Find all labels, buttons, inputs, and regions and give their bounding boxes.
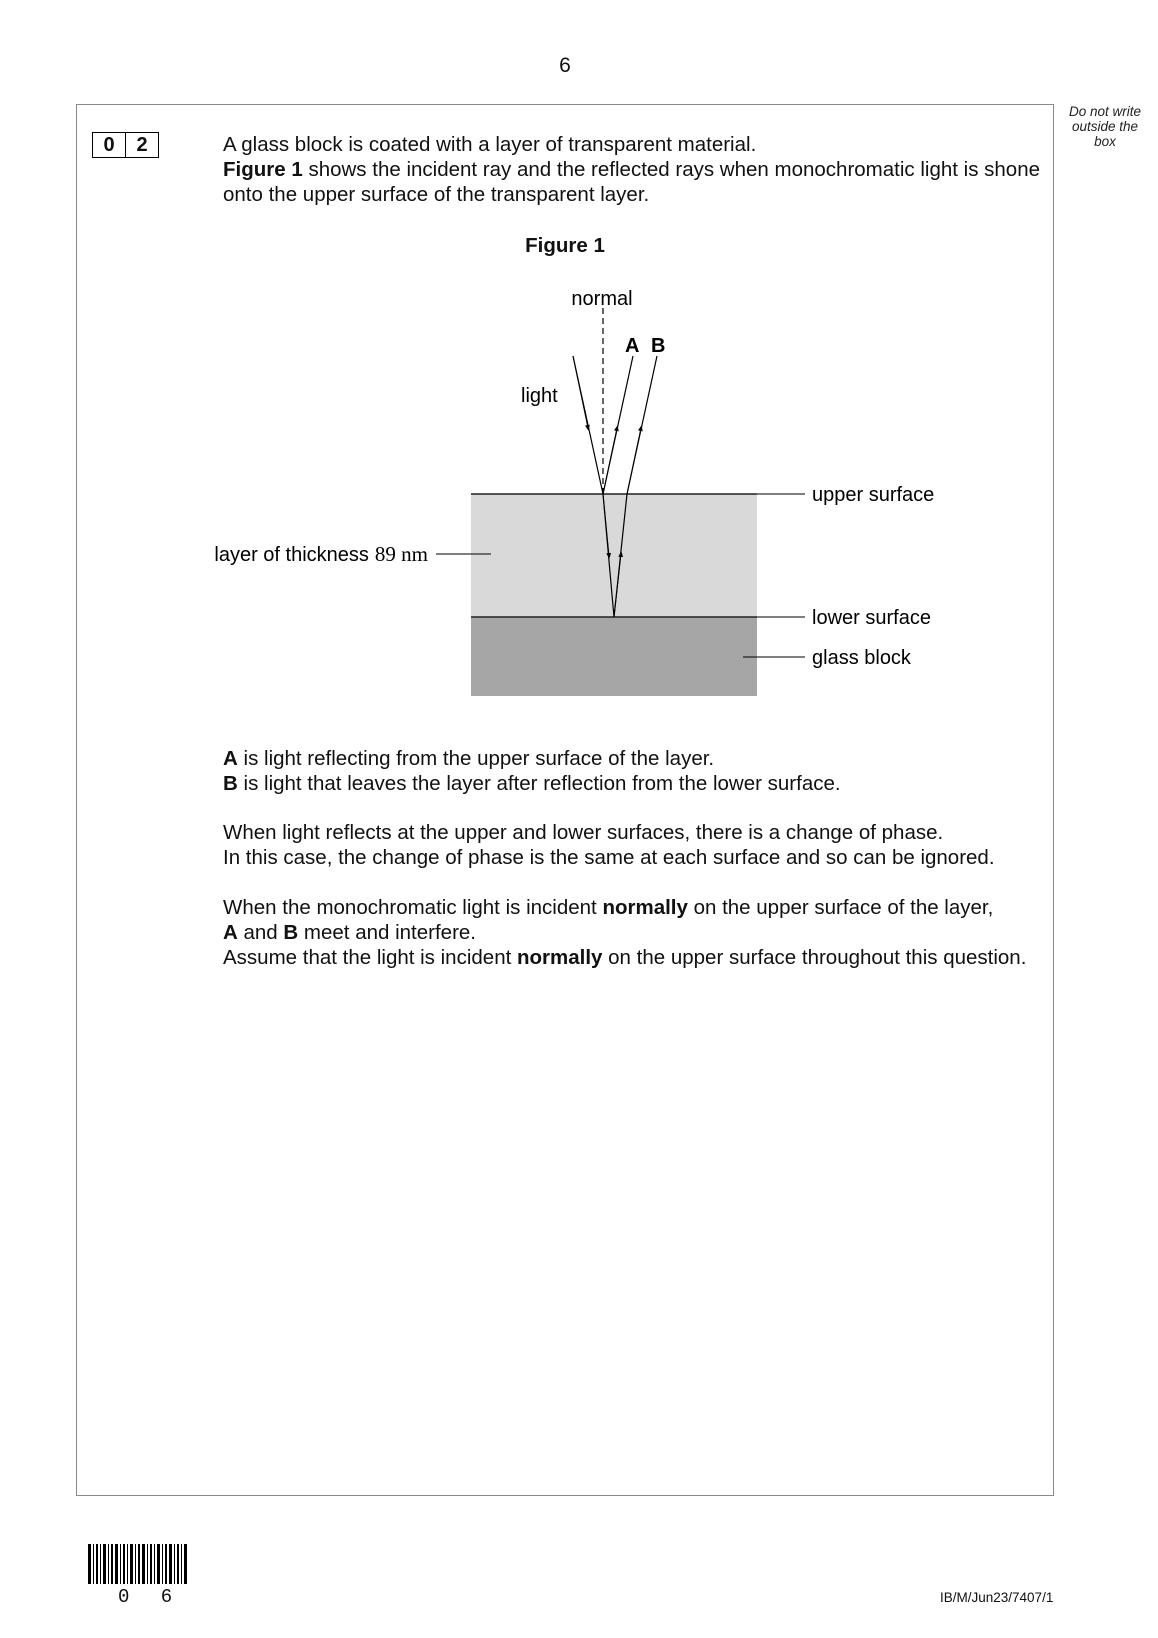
label-glass-block: glass block xyxy=(812,647,911,669)
margin-note: Do not write outside the box xyxy=(1068,104,1142,149)
ni-bold-a: A xyxy=(223,921,238,944)
def-b-label: B xyxy=(223,772,238,795)
ni-text-3: and xyxy=(237,921,284,944)
label-normal: normal xyxy=(571,288,633,310)
ni-bold-b: B xyxy=(283,921,299,944)
phase-line1: When light reflects at the upper and lower surfaces, there is a change of phase. xyxy=(223,821,944,844)
label-a: A xyxy=(625,335,640,357)
label-layer-thickness: layer of thickness 89 nm xyxy=(214,542,428,566)
label-upper-surface: upper surface xyxy=(812,484,935,506)
ni-text-4: meet and interfere. xyxy=(298,921,476,944)
def-a-text: is light reflecting from the upper surface of the layer. xyxy=(237,747,715,770)
ni-text-1: When the monochromatic light is incident xyxy=(223,896,603,919)
def-a-label: A xyxy=(223,747,238,770)
ni-text-5: Assume that the light is incident xyxy=(223,946,517,969)
phase-paragraph xyxy=(223,820,1053,870)
ni-bold-normally-2: normally xyxy=(517,946,603,969)
ni-bold-normally-1: normally xyxy=(602,896,688,919)
label-light: light xyxy=(521,385,558,407)
phase-line2: In this case, the change of phase is the same at each surface and so can be ignored. xyxy=(223,846,995,869)
normal-incidence-line3 xyxy=(223,945,1053,970)
question-digit-2: 2 xyxy=(125,133,158,157)
intro-line2-text: shows the incident ray and the reflected rays when monochromatic light is shone onto the upper surface of the transparent layer. xyxy=(223,158,1040,206)
ray-a-arrow xyxy=(603,428,617,494)
def-a xyxy=(223,746,1053,771)
figure-title: Figure 1 xyxy=(525,234,605,257)
ni-text-6: on the upper surface throughout this question. xyxy=(602,946,1027,969)
page-number: 6 xyxy=(559,54,571,77)
barcode-number: 0 6 xyxy=(118,1586,183,1608)
barcode xyxy=(88,1544,198,1584)
transparent-layer xyxy=(471,494,757,617)
def-b-text: is light that leaves the layer after reflection from the lower surface. xyxy=(237,772,841,795)
figure-ref: Figure 1 xyxy=(223,158,303,181)
normal-incidence-line1 xyxy=(223,895,1053,920)
def-b xyxy=(223,771,1053,796)
question-digit-1: 0 xyxy=(103,134,115,156)
ab-definitions xyxy=(223,746,1053,796)
label-b: B xyxy=(651,335,666,357)
ni-text-2: on the upper surface of the layer, xyxy=(687,896,994,919)
intro-line1: A glass block is coated with a layer of transparent material. xyxy=(223,133,757,156)
normal-incidence-line2 xyxy=(223,920,1053,945)
normal-incidence-paragraph xyxy=(223,895,1053,970)
ray-b-arrow xyxy=(627,428,641,494)
paper-code: IB/M/Jun23/7407/1 xyxy=(940,1590,1054,1605)
incident-arrow xyxy=(573,356,588,428)
label-lower-surface: lower surface xyxy=(812,607,931,629)
glass-block xyxy=(471,617,757,696)
figure-1-diagram xyxy=(0,0,1158,720)
